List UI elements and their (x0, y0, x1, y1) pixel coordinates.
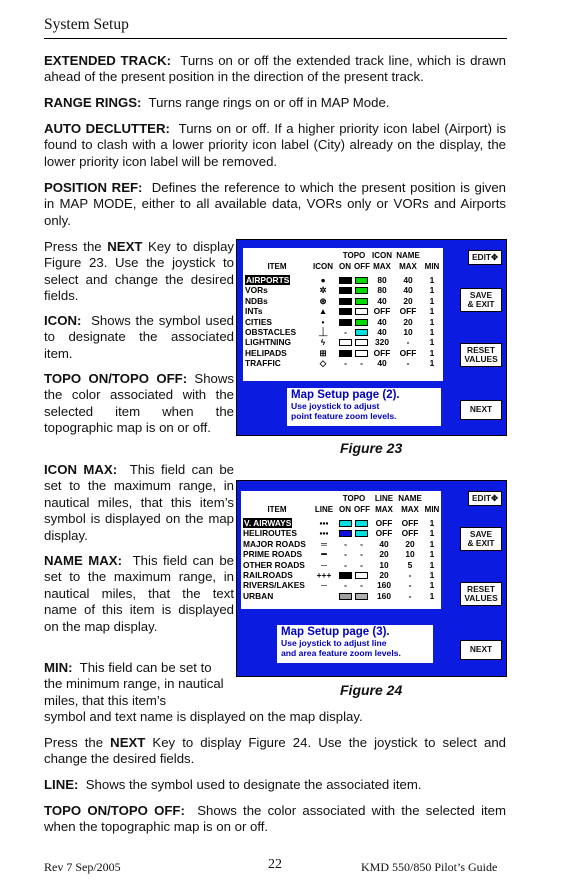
table-row[interactable] (243, 296, 443, 306)
name-max-value[interactable]: - (408, 570, 412, 580)
table-row[interactable] (243, 306, 443, 316)
para-topo-2: TOPO ON/TOPO OFF: Shows the color associated with the selected item when the topographic map is on or off. (44, 803, 507, 835)
para-extended-track: EXTENDED TRACK: Turns on or off the extended track line, which is drawn ahead of the present position in the direction of the present track. (44, 53, 507, 85)
header-icon: ICON (313, 262, 333, 271)
min-value[interactable]: 1 (429, 347, 435, 358)
line-symbol-icon: +++ (316, 570, 332, 580)
figure23-caption: Figure 23 (340, 440, 403, 456)
item-name[interactable]: TRAFFIC (245, 358, 281, 369)
table-row[interactable] (243, 358, 443, 368)
topo-off-value[interactable]: - (360, 358, 363, 369)
item-name[interactable]: LIGHTNING (245, 337, 292, 348)
table-row[interactable] (243, 348, 443, 358)
para-range-rings: RANGE RINGS: Turns range rings on or off in MAP Mode. (44, 95, 390, 110)
min-value[interactable]: 1 (429, 590, 435, 601)
line-max-value[interactable]: OFF (375, 528, 393, 539)
min-value[interactable]: 1 (429, 549, 435, 560)
icon-max-value[interactable]: 40 (377, 316, 387, 327)
line-symbol-icon: ─ (321, 580, 327, 591)
line-symbol-icon: ═ (321, 538, 327, 549)
name-max-value[interactable]: 20 (403, 295, 413, 306)
item-name[interactable]: AIRPORTS (246, 275, 290, 285)
table-row[interactable] (243, 317, 443, 327)
topo-on-swatch[interactable] (339, 350, 352, 357)
para-press-next-1: Press the NEXT Key to display Figure 23. Use the joystick to select and change the desired fields. (44, 239, 234, 304)
topo-off-swatch[interactable] (355, 287, 368, 294)
footer-revision: Rev 7 Sep/2005 (44, 860, 121, 874)
icon-max-value[interactable]: 40 (377, 295, 387, 306)
figure24-screen (236, 480, 507, 677)
table-row[interactable] (241, 528, 441, 538)
name-max-value[interactable]: 10 (403, 327, 413, 337)
name-max-value[interactable]: OFF (399, 347, 417, 358)
item-name[interactable]: CITIES (245, 316, 272, 327)
name-max-value[interactable]: - (408, 580, 412, 591)
edit-button[interactable]: EDIT✥ (468, 491, 502, 506)
topo-on-swatch[interactable] (339, 287, 352, 294)
topo-off-value[interactable]: - (360, 580, 363, 591)
item-name[interactable]: INTs (245, 306, 263, 317)
topo-on-value[interactable]: - (344, 559, 347, 570)
message-title: Map Setup page (3). (281, 626, 390, 638)
min-value[interactable]: 1 (429, 518, 435, 528)
line-max-value[interactable]: 160 (377, 580, 391, 591)
para-icon-max: ICON MAX: This field can be set to the maximum range, in nautical miles, that this item’s symbol is displayed on the map display. (44, 462, 234, 543)
topo-off-swatch[interactable] (355, 593, 368, 600)
name-max-value[interactable]: OFF (401, 528, 419, 539)
topo-off-swatch[interactable] (355, 329, 368, 336)
para-topo: TOPO ON/TOPO OFF: Shows the color associated with the selected item when the topographic map is on or off. (44, 371, 234, 436)
line-symbol-icon: ━ (321, 549, 327, 560)
topo-off-swatch[interactable] (355, 530, 368, 537)
topo-on-value[interactable]: - (344, 538, 347, 549)
min-value[interactable]: 1 (429, 275, 435, 285)
header-line-max-2: MAX (375, 505, 393, 514)
para-icon: ICON: Shows the symbol used to designate the associated item. (44, 313, 234, 361)
name-max-value[interactable]: 20 (403, 316, 413, 327)
topo-off-value[interactable]: - (360, 538, 363, 549)
figure23-screen (236, 239, 507, 436)
min-value[interactable]: 1 (429, 358, 435, 369)
header-icon-max-1: ICON (372, 251, 392, 260)
line-max-value[interactable]: 40 (379, 538, 389, 549)
header-topo: TOPO (342, 494, 366, 503)
page-number: 22 (268, 857, 282, 872)
icon-symbol-icon: ⊛ (319, 295, 327, 306)
table-row[interactable] (243, 337, 443, 347)
header-icon-max-2: MAX (373, 262, 391, 271)
min-value[interactable]: 1 (429, 316, 435, 327)
message-line-1: Use joystick to adjust line (281, 638, 387, 648)
icon-symbol-icon: ◇ (319, 358, 327, 369)
icon-max-value[interactable]: 40 (377, 358, 387, 369)
line-symbol-icon: ▪▪▪ (319, 528, 329, 539)
table-row[interactable] (241, 570, 441, 580)
name-max-value[interactable]: - (406, 337, 410, 348)
topo-on-swatch[interactable] (339, 530, 352, 537)
topo-on-value[interactable]: - (344, 580, 347, 591)
next-button[interactable]: NEXT (460, 640, 502, 660)
item-name[interactable]: HELIPADS (245, 347, 287, 358)
min-value[interactable]: 1 (429, 295, 435, 306)
figure24-message (277, 625, 433, 663)
item-name[interactable]: V. AIRWAYS (244, 518, 292, 528)
para-press-next-2: Press the NEXT Key to display Figure 24. Use the joystick to select and change the desired fields. (44, 735, 506, 767)
line-symbol-icon: ▪▪▪ (319, 518, 329, 528)
name-max-value[interactable]: OFF (399, 306, 417, 317)
topo-off-value[interactable]: - (360, 559, 363, 570)
message-line-2: and area feature zoom levels. (281, 648, 401, 658)
header-min: MIN (424, 262, 440, 271)
icon-max-value[interactable]: 80 (377, 285, 387, 296)
icon-max-value[interactable]: 320 (375, 337, 389, 348)
topo-off-swatch[interactable] (355, 308, 368, 315)
item-name[interactable]: PRIME ROADS (243, 549, 303, 560)
table-row[interactable] (241, 549, 441, 559)
para-auto-declutter: AUTO DECLUTTER: Turns on or off. If a higher priority icon label (Airport) is found to clash with a lower priority icon label (City) already on the display, the lower priority icon label will be removed. (44, 121, 506, 169)
name-max-value[interactable]: - (408, 590, 412, 601)
min-value[interactable]: 1 (429, 538, 435, 549)
topo-on-value[interactable]: - (344, 549, 347, 560)
topo-on-swatch[interactable] (339, 308, 352, 315)
min-value[interactable]: 1 (429, 306, 435, 317)
topo-off-swatch[interactable] (355, 339, 368, 346)
table-row[interactable] (241, 591, 441, 601)
icon-symbol-icon: ⏊ (318, 327, 328, 337)
item-name[interactable]: NDBs (245, 295, 268, 306)
header-topo: TOPO (342, 251, 366, 260)
header-off: OFF (354, 262, 370, 271)
figure24-caption: Figure 24 (340, 682, 403, 698)
topo-on-value[interactable]: - (344, 327, 347, 337)
header-item: ITEM (267, 505, 287, 514)
message-line-2: point feature zoom levels. (291, 411, 397, 421)
icon-max-value[interactable]: 40 (377, 327, 387, 337)
table-row[interactable] (241, 518, 441, 528)
icon-max-value[interactable]: OFF (373, 306, 391, 317)
para-min-cont: symbol and text name is displayed on the map display. (44, 709, 363, 724)
topo-on-swatch[interactable] (339, 520, 352, 527)
save-exit-button[interactable]: SAVE & EXIT (460, 288, 502, 312)
icon-symbol-icon: ▲ (318, 306, 328, 317)
header-off: OFF (354, 505, 370, 514)
name-max-value[interactable]: OFF (401, 518, 419, 528)
topo-on-swatch[interactable] (339, 593, 352, 600)
line-max-value[interactable]: 10 (379, 559, 389, 570)
table-row[interactable] (243, 285, 443, 295)
para-min: MIN: This field can be set to the minimum range, in nautical miles, that this item’s (44, 660, 224, 708)
name-max-value[interactable]: 40 (403, 275, 413, 285)
header-line-max-1: LINE (374, 494, 394, 503)
item-name[interactable]: URBAN (243, 590, 274, 601)
line-max-value[interactable]: 20 (379, 549, 389, 560)
name-max-value[interactable]: 5 (407, 559, 413, 570)
min-value[interactable]: 1 (429, 570, 435, 580)
message-title: Map Setup page (2). (291, 389, 400, 401)
table-row[interactable] (241, 539, 441, 549)
item-name[interactable]: MAJOR ROADS (243, 538, 306, 549)
figure24-table (241, 491, 441, 609)
header-on: ON (339, 505, 351, 514)
topo-on-swatch[interactable] (339, 319, 352, 326)
header-rule (44, 38, 507, 39)
icon-symbol-icon: ✲ (319, 285, 327, 296)
item-name[interactable]: VORs (245, 285, 268, 296)
section-header: System Setup (44, 16, 129, 33)
line-max-value[interactable]: 160 (377, 590, 391, 601)
header-on: ON (339, 262, 351, 271)
topo-off-swatch[interactable] (355, 277, 368, 284)
table-row[interactable] (241, 560, 441, 570)
para-name-max: NAME MAX: This field can be set to the maximum range, in nautical miles, that the text name of this item is displayed on the map display. (44, 553, 234, 634)
header-min: MIN (424, 505, 440, 514)
item-name[interactable]: HELIROUTES (243, 528, 297, 539)
save-exit-button[interactable]: SAVE & EXIT (460, 527, 502, 551)
name-max-value[interactable]: 20 (405, 538, 415, 549)
icon-max-value[interactable]: 80 (377, 275, 387, 285)
next-button[interactable]: NEXT (460, 400, 502, 420)
name-max-value[interactable]: 10 (405, 549, 415, 560)
edit-button[interactable]: EDIT✥ (468, 250, 502, 265)
topo-off-swatch[interactable] (355, 572, 368, 579)
reset-values-button[interactable]: RESET VALUES (460, 343, 502, 367)
header-name-max-2: MAX (401, 505, 419, 514)
topo-on-swatch[interactable] (339, 572, 352, 579)
min-value[interactable]: 1 (429, 580, 435, 591)
topo-off-value[interactable]: - (360, 549, 363, 560)
footer-guide-title: KMD 550/850 Pilot’s Guide (361, 860, 498, 874)
header-name-max-1: NAME (398, 494, 422, 503)
table-row[interactable] (243, 327, 443, 337)
min-value[interactable]: 1 (429, 559, 435, 570)
line-max-value[interactable]: 20 (379, 570, 389, 580)
item-name[interactable]: OTHER ROADS (243, 559, 305, 570)
name-max-value[interactable]: 40 (403, 285, 413, 296)
topo-off-swatch[interactable] (355, 520, 368, 527)
header-name-max-2: MAX (399, 262, 417, 271)
header-item: ITEM (267, 262, 287, 271)
item-name[interactable]: OBSTACLES (245, 327, 297, 337)
line-symbol-icon: ─ (321, 559, 327, 570)
topo-off-swatch[interactable] (355, 319, 368, 326)
topo-on-swatch[interactable] (339, 298, 352, 305)
min-value[interactable]: 1 (429, 337, 435, 348)
para-position-ref: POSITION REF: Defines the reference to which the present position is given in MAP MODE, either to all available data, VORs only or VORs and Airports only. (44, 180, 507, 228)
topo-off-swatch[interactable] (355, 298, 368, 305)
icon-max-value[interactable]: OFF (373, 347, 391, 358)
figure23-message (287, 388, 441, 426)
name-max-value[interactable]: - (406, 358, 410, 369)
topo-on-value[interactable]: - (344, 358, 347, 369)
min-value[interactable]: 1 (429, 528, 435, 539)
item-name[interactable]: RIVERS/LAKES (243, 580, 305, 591)
topo-on-swatch[interactable] (339, 277, 352, 284)
icon-symbol-icon: ⊞ (319, 347, 327, 358)
table-row[interactable] (243, 275, 443, 285)
icon-symbol-icon: ϟ (320, 337, 326, 348)
line-max-value[interactable]: OFF (375, 518, 393, 528)
figure23-table (243, 248, 443, 381)
topo-on-swatch[interactable] (339, 339, 352, 346)
para-line: LINE: Shows the symbol used to designate the associated item. (44, 777, 422, 792)
icon-symbol-icon: ● (320, 275, 326, 285)
table-row[interactable] (241, 580, 441, 590)
min-value[interactable]: 1 (429, 285, 435, 296)
header-line: LINE (314, 505, 334, 514)
item-name[interactable]: RAILROADS (243, 570, 293, 580)
message-line-1: Use joystick to adjust (291, 401, 380, 411)
reset-values-button[interactable]: RESET VALUES (460, 582, 502, 606)
topo-off-swatch[interactable] (355, 350, 368, 357)
icon-symbol-icon: • (321, 316, 325, 327)
min-value[interactable]: 1 (429, 327, 435, 337)
header-name-max-1: NAME (396, 251, 420, 260)
